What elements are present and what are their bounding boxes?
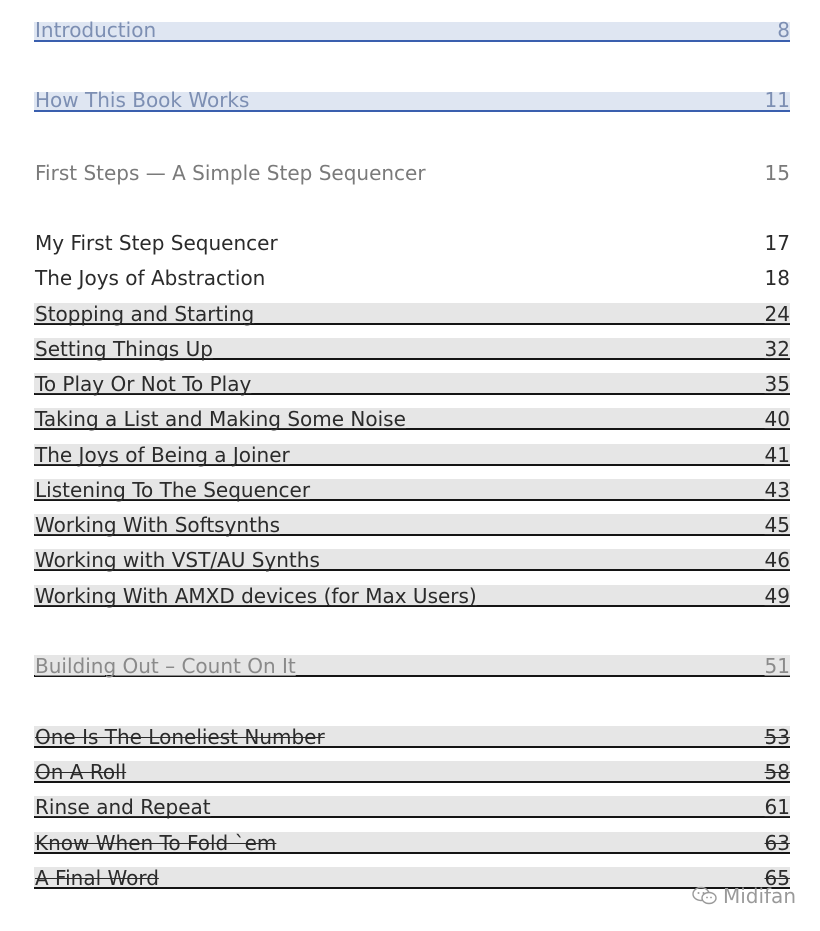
toc-entry-page: 24 — [764, 302, 790, 326]
toc-entry-know-when-to-fold-em[interactable] — [34, 832, 790, 854]
toc-entry-title: The Joys of Abstraction — [35, 266, 266, 290]
watermark — [691, 884, 796, 908]
toc-entry-working-with-vst-au-synths[interactable] — [34, 549, 790, 571]
toc-entry-title: Know When To Fold `em — [35, 831, 277, 855]
toc-entry-title: Taking a List and Making Some Noise — [35, 407, 406, 431]
toc-entry-page: 8 — [777, 18, 790, 42]
watermark-text: Midifan — [722, 884, 796, 908]
wechat-icon — [691, 886, 719, 906]
toc-entry-title: Setting Things Up — [35, 337, 213, 361]
toc-entry-title: Introduction — [35, 18, 157, 42]
toc-entry-title: How This Book Works — [35, 88, 250, 112]
toc-entry-page: 45 — [764, 513, 790, 537]
toc-section-heading-first-steps[interactable] — [34, 162, 790, 184]
toc-entry-working-with-softsynths[interactable] — [34, 514, 790, 536]
toc-entry-title: To Play Or Not To Play — [35, 372, 252, 396]
toc-entry-taking-a-list[interactable] — [34, 408, 790, 430]
toc-entry-one-is-the-loneliest-number[interactable] — [34, 726, 790, 748]
toc-entry-page: 63 — [764, 831, 790, 855]
toc-entry-listening-to-the-sequencer[interactable] — [34, 479, 790, 501]
toc-entry-introduction[interactable] — [34, 18, 790, 42]
toc-entry-page: 65 — [764, 866, 790, 890]
toc-entry-page: 40 — [764, 407, 790, 431]
toc-entry-joys-of-being-a-joiner[interactable] — [34, 444, 790, 466]
toc-entry-title: Rinse and Repeat — [35, 795, 211, 819]
toc-entry-title: A Final Word — [35, 866, 159, 890]
toc-entry-my-first-step-sequencer[interactable] — [34, 232, 790, 254]
toc-entry-stopping-and-starting[interactable] — [34, 303, 790, 325]
toc-entry-page: 46 — [764, 548, 790, 572]
toc-entry-working-with-amxd-devices[interactable] — [34, 585, 790, 607]
toc-entry-title: The Joys of Being a Joiner — [35, 443, 290, 467]
toc-entry-title: One Is The Loneliest Number — [35, 725, 325, 749]
toc-entry-title: Listening To The Sequencer — [35, 478, 311, 502]
toc-entry-page: 35 — [764, 372, 790, 396]
toc-entry-page: 32 — [764, 337, 790, 361]
toc-entry-page: 53 — [764, 725, 790, 749]
toc-entry-page: 43 — [764, 478, 790, 502]
toc-entry-title: Working with VST/AU Synths — [35, 548, 320, 572]
toc-entry-a-final-word[interactable] — [34, 867, 790, 889]
toc-entry-title: Working With AMXD devices (for Max Users) — [35, 584, 477, 608]
toc-entry-page: 17 — [764, 231, 790, 255]
toc-entry-page: 18 — [764, 266, 790, 290]
toc-entry-title: Building Out – Count On It — [35, 654, 296, 678]
toc-entry-page: 61 — [764, 795, 790, 819]
toc-entry-title: Working With Softsynths — [35, 513, 281, 537]
toc-entry-title: Stopping and Starting — [35, 302, 255, 326]
toc-entry-joys-of-abstraction[interactable] — [34, 267, 790, 289]
toc-entry-to-play-or-not-to-play[interactable] — [34, 373, 790, 395]
toc-entry-rinse-and-repeat[interactable] — [34, 796, 790, 818]
toc-entry-on-a-roll[interactable] — [34, 761, 790, 783]
toc-entry-page: 49 — [764, 584, 790, 608]
toc-entry-title: First Steps — A Simple Step Sequencer — [35, 161, 426, 185]
toc-entry-page: 58 — [764, 760, 790, 784]
toc-entry-setting-things-up[interactable] — [34, 338, 790, 360]
toc-entry-how-this-book-works[interactable] — [34, 88, 790, 112]
toc-entry-page: 41 — [764, 443, 790, 467]
toc-entry-title: On A Roll — [35, 760, 127, 784]
toc-section-heading-building-out[interactable] — [34, 655, 790, 677]
toc-entry-page: 51 — [764, 654, 790, 678]
toc-entry-page: 15 — [764, 161, 790, 185]
toc-entry-title: My First Step Sequencer — [35, 231, 278, 255]
toc-entry-page: 11 — [764, 88, 790, 112]
